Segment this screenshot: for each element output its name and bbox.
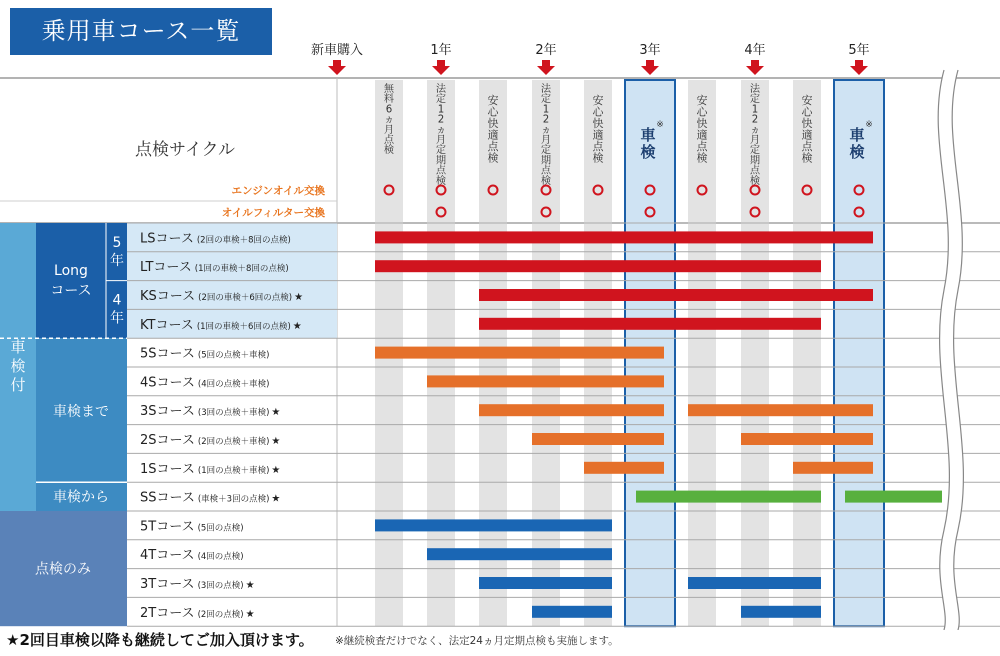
group-long-4 — [106, 281, 127, 339]
column-header-char: 点 — [749, 165, 761, 177]
column-header-char: 6 — [385, 104, 393, 116]
column-header-char: 点 — [435, 165, 447, 177]
group-label-long-4: 4 — [112, 292, 122, 309]
group-long-5 — [106, 223, 127, 281]
group-label-long: Long — [54, 263, 88, 279]
course-label: SSコース (車検＋3回の点検) ★ — [140, 490, 281, 506]
group-label-long-5: 5 — [112, 235, 122, 251]
column-header-char: 法 — [749, 84, 761, 95]
group-label-long-5: 年 — [110, 253, 124, 269]
timeline-label: 1年 — [430, 43, 452, 58]
page-title: 乗用車コース一覧 — [10, 8, 272, 55]
course-label: KTコース (1回の車検＋6回の点検) ★ — [140, 317, 302, 333]
column-header-char: 1 — [437, 104, 445, 116]
column-header-char: 適 — [801, 128, 813, 142]
course-bar — [375, 231, 873, 243]
column-header-char: 心 — [801, 105, 813, 119]
column-header-shaken: 検 — [640, 143, 656, 161]
column-note-mark: ※ — [865, 120, 873, 130]
course-bar — [479, 289, 873, 301]
column-header-char: 点 — [592, 140, 604, 153]
column-header-char: 月 — [749, 135, 761, 146]
course-bar — [479, 577, 612, 589]
column-header-char: 安 — [696, 94, 708, 107]
column-header-char: 検 — [749, 175, 761, 187]
column-header-char: 定 — [540, 145, 552, 157]
column-header-char: 検 — [801, 151, 813, 165]
column-header-char: 快 — [487, 117, 499, 130]
course-bar — [793, 462, 873, 474]
column-header-shaken: 車 — [849, 126, 865, 144]
course-bar — [427, 548, 612, 560]
column-header-char: 検 — [592, 151, 604, 165]
axis-break — [938, 70, 963, 630]
column-header-char: 期 — [435, 155, 447, 167]
cycle-header: 点検サイクル — [135, 140, 235, 160]
course-label: 3Sコース (3回の点検＋車検) ★ — [140, 404, 281, 420]
column-header-char: 点 — [540, 165, 552, 177]
column-header-shaken: 車 — [640, 126, 656, 144]
column-header-char: 検 — [435, 175, 447, 187]
course-label: 2Sコース (2回の点検＋車検) ★ — [140, 433, 281, 448]
column-header-char: ヵ — [383, 114, 395, 126]
course-bar — [688, 577, 821, 589]
timeline-label: 4年 — [744, 43, 766, 58]
course-bar — [688, 404, 873, 416]
column-header-shaken: 検 — [849, 143, 865, 161]
column-header-char: 快 — [592, 117, 604, 130]
course-bar — [584, 462, 664, 474]
course-bar — [479, 404, 664, 416]
column-header-char: 法 — [540, 84, 552, 95]
group-label-long-course: コース — [50, 283, 92, 299]
column-header-char: 2 — [437, 114, 445, 126]
column-header-char: 適 — [487, 128, 499, 142]
column-header-char: 期 — [540, 155, 552, 167]
column-header-char: 安 — [801, 94, 813, 107]
course-label: KSコース (2回の車検＋6回の点検) ★ — [140, 289, 304, 304]
course-label: 4Tコース (4回の点検) — [140, 548, 244, 564]
column-header-char: 定 — [435, 145, 447, 157]
course-bar — [375, 519, 612, 531]
group-label-tenken-nomi: 点検のみ — [35, 561, 91, 578]
column-header-char: 1 — [751, 104, 759, 116]
timeline-arrow-icon — [328, 60, 346, 75]
column-header-char: 定 — [749, 94, 761, 106]
course-bar — [532, 433, 664, 445]
timeline-arrow-icon — [537, 60, 555, 75]
column-header-char: 点 — [383, 135, 395, 146]
course-bar — [375, 347, 664, 359]
group-label-shaken-tsuki: 車 — [10, 338, 26, 356]
column-header-char: 1 — [542, 104, 550, 116]
footer-note-small: ※継続検査だけでなく、法定24ヵ月定期点検も実施します。 — [335, 635, 619, 647]
column-header-char: 2 — [542, 114, 550, 126]
course-bar — [845, 491, 942, 503]
course-bar — [741, 433, 873, 445]
column-header-char: 快 — [696, 117, 708, 130]
group-label-long-4: 年 — [110, 310, 124, 327]
service-label: エンジンオイル交換 — [231, 185, 325, 197]
column-header-char: 安 — [592, 94, 604, 107]
column-header-char: 法 — [435, 84, 447, 95]
column-header-char: 2 — [751, 114, 759, 126]
column-header-char: 月 — [435, 135, 447, 146]
course-label: 4Sコース (4回の点検＋車検) — [140, 375, 270, 391]
column-header-char: 点 — [696, 140, 708, 153]
column-note-mark: ※ — [656, 120, 664, 130]
timeline-arrow-icon — [432, 60, 450, 75]
group-label-shaken-made: 車検まで — [53, 403, 109, 420]
timeline-label: 2年 — [535, 43, 557, 58]
column-header-char: 心 — [487, 105, 499, 119]
column-header-char: 検 — [540, 175, 552, 187]
course-bar — [532, 606, 612, 618]
column-header-char: 点 — [801, 140, 813, 153]
timeline-label: 3年 — [639, 43, 661, 58]
group-label-shaken-tsuki: 付 — [10, 376, 26, 394]
course-bar — [741, 606, 821, 618]
column-header-char: 料 — [383, 94, 395, 106]
column-header-char: 検 — [696, 151, 708, 165]
column-header-char: 検 — [487, 151, 499, 165]
column-header-char: ヵ — [540, 124, 552, 136]
column-header-char: 点 — [487, 140, 499, 153]
timeline-label: 新車購入 — [310, 43, 364, 58]
column-header-char: 月 — [383, 124, 395, 136]
column-header-char: ヵ — [749, 124, 761, 136]
column-header-char: 定 — [749, 145, 761, 157]
column-header-char: 快 — [801, 117, 813, 130]
footer-note-strong: ★2回目車検以降も継続してご加入頂けます。 — [6, 631, 314, 649]
course-label: 2Tコース (2回の点検) ★ — [140, 605, 255, 621]
course-bar — [636, 491, 821, 503]
timeline-arrow-icon — [850, 60, 868, 75]
column-header-char: 定 — [540, 94, 552, 106]
column-header-char: 検 — [383, 145, 395, 157]
shaken-highlight-column — [834, 80, 884, 626]
timeline-arrow-icon — [641, 60, 659, 75]
column-header-char: 安 — [487, 94, 499, 107]
group-label-shaken-tsuki: 検 — [10, 357, 26, 375]
course-label: 1Sコース (1回の点検＋車検) ★ — [140, 461, 281, 477]
group-long — [36, 223, 106, 338]
column-header-char: ヵ — [435, 124, 447, 136]
course-label: LTコース (1回の車検＋8回の点検) — [140, 260, 289, 276]
column-header-char: 適 — [592, 128, 604, 142]
column-header-char: 期 — [749, 155, 761, 167]
column-header-char: 適 — [696, 128, 708, 142]
timeline-arrow-icon — [746, 60, 764, 75]
column-header-char: 無 — [383, 84, 395, 95]
course-bar — [479, 318, 821, 330]
column-header-char: 月 — [540, 135, 552, 146]
service-label: オイルフィルター交換 — [221, 207, 325, 219]
timeline-label: 5年 — [848, 43, 870, 58]
course-label: 5Sコース (5回の点検＋車検) — [140, 346, 270, 362]
column-header-char: 心 — [592, 105, 604, 119]
column-header-char: 心 — [696, 105, 708, 119]
course-label: 3Tコース (3回の点検) ★ — [140, 577, 255, 592]
column-header-char: 定 — [435, 94, 447, 106]
course-label: LSコース (2回の車検＋8回の点検) — [140, 231, 291, 247]
course-label: 5Tコース (5回の点検) — [140, 519, 244, 535]
group-label-shaken-kara: 車検から — [53, 489, 109, 506]
course-bar — [427, 375, 664, 387]
course-bar — [375, 260, 821, 272]
